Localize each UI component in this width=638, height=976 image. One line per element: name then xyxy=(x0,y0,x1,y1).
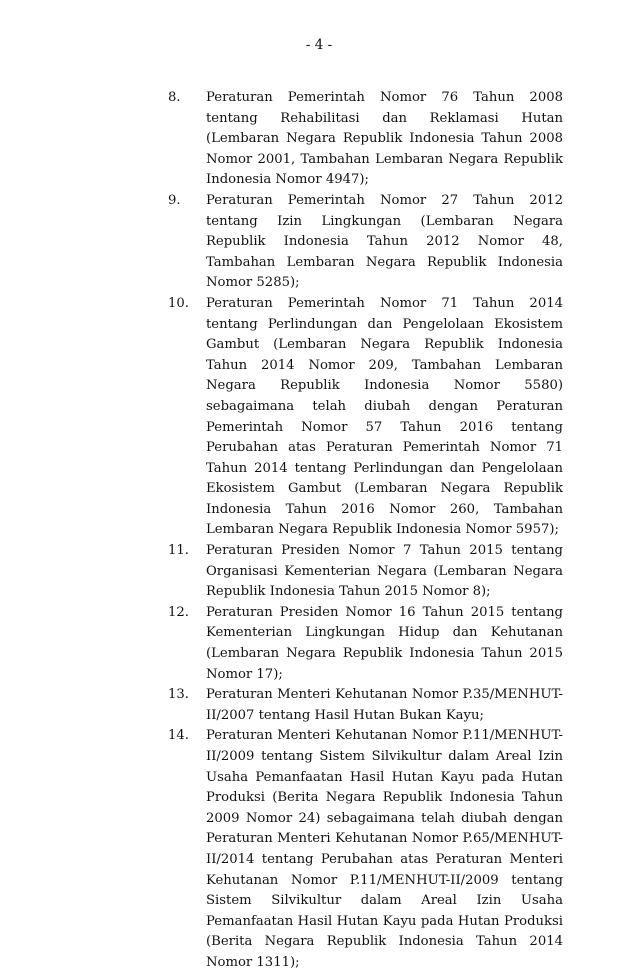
list-item-number: 12. xyxy=(168,604,189,620)
list-item xyxy=(168,541,563,603)
list-item-text: Peraturan Menteri Kehutanan Nomor P.11/MENHUT-II/2009 tentang Sistem Silvikultur dalam Areal Izin Usaha Pemanfaatan Hasil Hutan Kayu pada Hutan Produksi (Berita Negara Republik Indonesia Tahun 2009 Nomor 24) sebagaimana telah diubah dengan Peraturan Menteri Kehutanan Nomor P.65/MENHUT-II/2014 tentang Perubahan atas Peraturan Menteri Kehutanan Nomor P.11/MENHUT-II/2009 tentang Sistem Silvikultur dalam Areal Izin Usaha Pemanfaatan Hasil Hutan Kayu pada Hutan Produksi (Berita Negara Republik Indonesia Tahun 2014 Nomor 1311); xyxy=(206,728,563,970)
list-item xyxy=(168,685,563,726)
list-item-number: 13. xyxy=(168,687,189,703)
list-item xyxy=(168,191,563,294)
list-item-text: Peraturan Pemerintah Nomor 71 Tahun 2014 tentang Perlindungan dan Pengelolaan Ekosistem Gambut (Lembaran Negara Republik Indonesia Tahun 2014 Nomor 209, Tambahan Lembaran Negara Republik Indonesia Nomor 5580) sebagaimana telah diubah dengan Peraturan Pemerintah Nomor 57 Tahun 2016 tentang Perubahan atas Peraturan Pemerintah Nomor 71 Tahun 2014 tentang Perlindungan dan Pengelolaan Ekosistem Gambut (Lembaran Negara Republik Indonesia Tahun 2016 Nomor 260, Tambahan Lembaran Negara Republik Indonesia Nomor 5957); xyxy=(206,295,563,538)
list-item-number: 14. xyxy=(168,728,189,744)
list-item-text: Peraturan Menteri Kehutanan Nomor P.35/MENHUT-II/2007 tentang Hasil Hutan Bukan Kayu; xyxy=(206,687,563,723)
list-item-text: Peraturan Presiden Nomor 7 Tahun 2015 tentang Organisasi Kementerian Negara (Lembaran Negara Republik Indonesia Tahun 2015 Nomor 8); xyxy=(206,543,563,600)
page-number: - 4 - xyxy=(305,37,333,53)
list-item-text: Peraturan Pemerintah Nomor 27 Tahun 2012 tentang Izin Lingkungan (Lembaran Negara Republik Indonesia Tahun 2012 Nomor 48, Tambahan Lembaran Negara Republik Indonesia Nomor 5285); xyxy=(206,192,563,291)
list-item xyxy=(168,294,563,541)
list-item-text: Peraturan Presiden Nomor 16 Tahun 2015 tentang Kementerian Lingkungan Hidup dan Kehutanan (Lembaran Negara Republik Indonesia Tahun 2015 Nomor 17); xyxy=(206,604,563,682)
list-item xyxy=(168,88,563,191)
list-item xyxy=(168,726,563,973)
regulation-list xyxy=(168,88,563,974)
list-item-number: 11. xyxy=(168,543,189,559)
list-item-number: 10. xyxy=(168,295,189,311)
list-item xyxy=(168,603,563,685)
list-item-number: 8. xyxy=(168,90,181,105)
list-item-number: 9. xyxy=(168,192,181,208)
list-item-text: Peraturan Pemerintah Nomor 76 Tahun 2008 tentang Rehabilitasi dan Reklamasi Hutan (Lembaran Negara Republik Indonesia Tahun 2008 Nomor 2001, Tambahan Lembaran Negara Republik Indonesia Nomor 4947); xyxy=(206,90,563,188)
